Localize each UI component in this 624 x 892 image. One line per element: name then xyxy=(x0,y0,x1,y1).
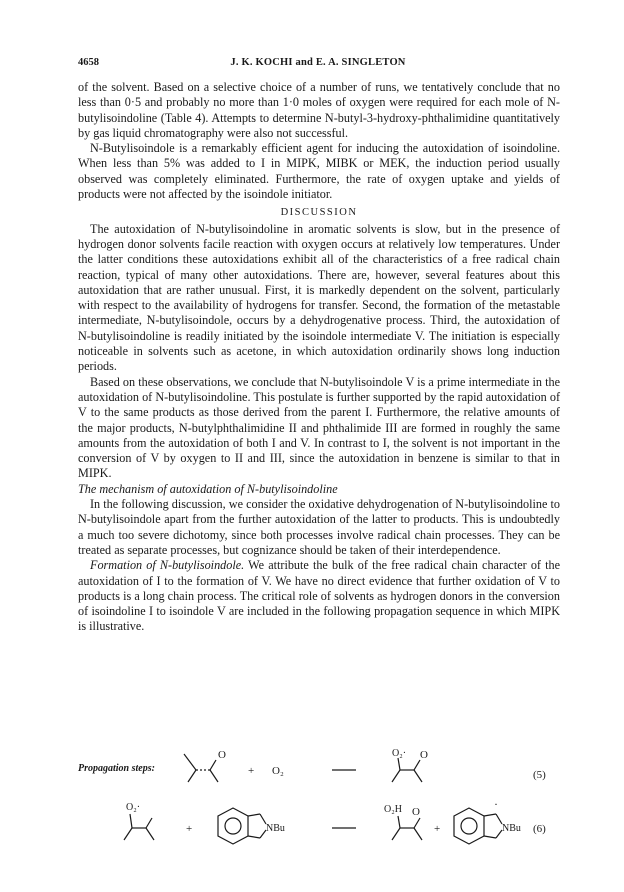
paragraph xyxy=(78,558,560,634)
oxygen-label: O xyxy=(412,806,420,818)
hydroperoxide-structure xyxy=(392,816,422,840)
peroxy-label: O₂· xyxy=(392,748,407,759)
scheme-label: Propagation steps: xyxy=(78,763,155,774)
paragraph: In the following discussion, we consider the oxidative dehydrogenation of N-butylisoindoline to N-butylisoindole apart from the further autoxidation of the latter to products. This is undoubtedly a much too severe dichotomy, since both processes involve radical chain processes. They can be treated as separate processes, but cognizance should be taken of their interdependence. xyxy=(78,497,560,557)
reaction-scheme xyxy=(78,748,560,888)
isoindoline-structure xyxy=(218,808,266,844)
nbu-label: NBu xyxy=(266,823,285,834)
peroxy-label: O₂· xyxy=(126,802,141,813)
paragraph-text: We attribute the bulk of the free radical chain character of the autoxidation of I to the formation of V. We have no direct evidence that further oxidation of V to products is a long chain process. The critical role of solvents as hydrogen donors in the conversion of isoindoline I to isoindole V are included in the following propagation sequence in which MIPK is illustrative. xyxy=(78,558,561,634)
running-authors: J. K. KOCHI and E. A. SINGLETON xyxy=(230,57,406,68)
nbu-label: NBu xyxy=(502,823,521,834)
paragraph: of the solvent. Based on a selective choice of a number of runs, we tentatively conclude that no less than 0·5 and probably no more than 1·0 moles of oxygen were required for each mole of N-butylisoindoline (Table 4). Attempts to determine N-butyl-3-hydroxy-phthalimidine quantitatively by gas liquid chromatography were also not successful. xyxy=(78,80,560,140)
plus-sign: + xyxy=(434,823,441,835)
hydroperoxide-label: O₂H xyxy=(384,804,402,815)
paragraph: The autoxidation of N-butylisoindoline in aromatic solvents is slow, but in the presence of hydrogen donor solvents facile reaction with oxygen occurs at relatively low temperatures. Under the latter conditions these autoxidations exhibit all of the characteristics of a free radical chain reaction, typical of many other autoxidations. There are, however, several features about this autoxidation that are rather unusual. First, it is markedly dependent on the solvent, particularly with respect to the availability of hydrogens for transfer. Second, the formation of the metastable intermediate, N-butylisoindole, occurs by a dehydrogenative process. Third, the autoxidation of N-butylisoindoline is readily initiated by the isoindole intermediate V. The initiation is especially noticeable in solvents such as acetone, in which autoxidation ordinarily shows long induction periods. xyxy=(78,221,560,374)
paragraph: Based on these observations, we conclude that N-butylisoindole V is a prime intermediate in the autoxidation of N-butylisoindoline. This postulate is further supported by the rapid autoxidation of V to the same products as those derived from the parent I. Furthermore, the relative amounts of the major products, N-butylphthalimidine II and phthalimide III are formed in roughly the same amounts from the autoxidation of both I and V. In contrast to I, the solvent is not important in the conversion of V by oxygen to II and III, since the autoxidation in benzene is similar to that in MIPK. xyxy=(78,374,560,481)
equation-number-6: (6) xyxy=(533,823,546,835)
isoindolinyl-radical-structure xyxy=(454,808,502,844)
section-heading-discussion: DISCUSSION xyxy=(280,207,358,219)
oxygen-label: O xyxy=(420,749,428,761)
body-text xyxy=(78,80,560,635)
page-number: 4658 xyxy=(78,57,99,68)
plus-sign: + xyxy=(186,823,193,835)
plus-sign: + xyxy=(248,765,255,777)
subsection-heading: The mechanism of autoxidation of N-butylisoindoline xyxy=(78,481,338,496)
oxygen-molecule: O₂ xyxy=(272,765,284,777)
peroxy-radical-structure xyxy=(392,758,422,782)
peroxy-radical-structure xyxy=(124,814,154,840)
run-in-heading: Formation of N-butylisoindole. xyxy=(90,558,245,573)
equation-number-5: (5) xyxy=(533,769,546,781)
radical-dot: · xyxy=(494,797,498,811)
paragraph: N-Butylisoindole is a remarkably efficient agent for inducing the autoxidation of isoindoline. When less than 5% was added to I in MIPK, MIBK or MEK, the induction period usually observed was completely eliminated. Furthermore, the rate of oxygen uptake and yields of products were not affected by the isoindole initiator. xyxy=(78,141,560,202)
mipk-structure xyxy=(184,754,218,782)
oxygen-label: O xyxy=(218,749,226,761)
